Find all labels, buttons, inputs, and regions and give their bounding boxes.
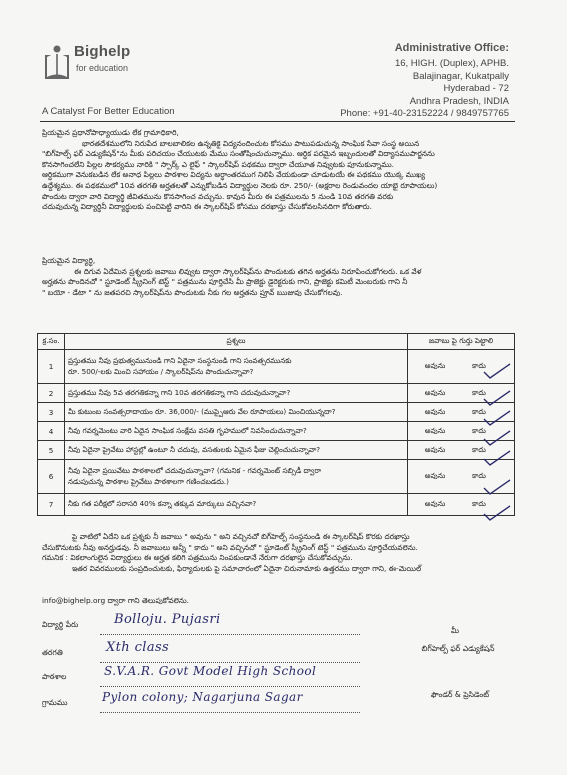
yes-option[interactable]: అవును <box>424 406 446 416</box>
col-header-number: క్ర.సం. <box>38 334 65 350</box>
school-label: పాఠశాల <box>42 672 67 681</box>
row-number: 3 <box>38 403 65 422</box>
col-header-questions: ప్రశ్నలు <box>65 334 408 350</box>
tick-icon <box>484 480 510 494</box>
text-line: గమనిక : వికలాంగులైన విద్యార్థులు ఈ అర్హత కలిగి పత్రమును నింపకుండానే నేరుగా దరఖాస్తు చేసుకోవచ్చును. <box>42 553 353 563</box>
row-number: 5 <box>38 441 65 460</box>
table-row <box>38 350 515 384</box>
question-text: నీవు గవర్నమెంటు వారి ఏదైన సాంఘిక సంక్షేమ వసతి గృహములో నివసించుచున్నావా? <box>68 425 307 435</box>
text-line: పొందుట ద్వారా వారి విద్యార్థి జీవితమును కొనసాగించ వచ్చును. కావున మీరు ఈ పత్రములను 5 నుండి 10వ తరగతి వరకు <box>42 191 394 201</box>
text-line: ఉద్దేశ్యము. ఈ పథకములో 10వ తరగతి అర్హతలతో ఎన్నుకోబడిన విద్యార్థుల నెలకు రూ. 250/- (అక్షరాల రెండువందల యాభై రూపాయలు) <box>42 180 438 190</box>
screening-table <box>37 333 515 516</box>
tagline: A Catalyst For Better Education <box>42 106 175 117</box>
yes-option[interactable]: అవును <box>424 425 446 435</box>
text-line: చేసుకొనుటకు నీవు అనర్హుడవు. నీ జవాబులు అన్నీ " కాదు " అని వచ్చినచో " స్టూడెంట్ స్క్రీనింగ్ టెస్ట్ " పత్రమును పూర్తిచేయవలెను. <box>42 542 418 552</box>
no-option[interactable]: కాదు <box>472 444 486 454</box>
question-cell <box>65 441 408 460</box>
yes-option[interactable]: అవును <box>424 387 446 397</box>
col-header-answer: జవాబు పై గుర్తు పెట్టాలి <box>408 334 515 350</box>
office-line: Balajinagar, Kukatpally <box>412 70 509 82</box>
question-text: నీకు గత పరీక్షలో సరాసరి 40% కన్నా తక్కువ మార్కులు వచ్చినవా? <box>68 499 257 508</box>
signature-role: ఫౌండర్ & ప్రెసిడెంట్ <box>430 690 490 699</box>
tick-icon <box>484 411 510 425</box>
intro-paragraph <box>42 128 512 213</box>
table-row <box>38 403 515 422</box>
school-field[interactable]: S.V.A.R. Govt Model High School <box>104 664 317 678</box>
yes-option[interactable]: అవును <box>424 444 446 454</box>
text-line: "బిగ్‌హెల్ప్ ఫర్ ఎడ్యుకేషన్"ను మీకు పరిచయం చేయుటకు మేము సంతోషించుచున్నాము. ఆర్థిక పరమైన ఇబ్బందులతో విద్యాసముపార్జనను <box>42 149 435 159</box>
tick-icon <box>484 391 510 405</box>
question-text: ప్రస్తుతము నీవు 5వ తరగతికన్నా గాని 10వ తరగతికన్నా గాని చదువుచున్నావా? <box>68 387 291 397</box>
yes-option[interactable]: అవును <box>424 361 446 370</box>
class-underline <box>100 662 360 663</box>
question-text: మీ కుటుంబ సంవత్సరాదాయం రూ. 36,000/- (ముప్పైఆరు వేల రూపాయలు) మించియున్నదా? <box>68 406 336 416</box>
table-row <box>38 494 515 516</box>
table-row <box>38 441 515 460</box>
text-line: ఇతర వివరములకు సంప్రదించుటకు, ఫిర్యాదులకు పై సమాచారంలో ఏదైనా చిరునామాకు ఉత్తరము ద్వారా గాని, ఈ-మెయిల్ <box>72 563 422 573</box>
question-text: ప్రస్తుతము నీవు ప్రభుత్వమునుండి గాని ఏదైనా సంస్థనుండి గాని సంవత్సరమునకు <box>68 355 292 365</box>
signature-prefix: మీ <box>450 626 460 635</box>
tick-icon <box>484 506 510 520</box>
text-line: అర్హతను పొందినచో " స్టూడెంట్ స్క్రీనింగ్ టెస్ట్ " పత్రమును పూర్తిచేసి మీ ప్రాజెక్టు డైరెక్టరుకు గాని, ప్రాజెక్టు కమిటీ మెంబరుకు గాని నీ <box>42 277 408 287</box>
yes-option[interactable]: అవును <box>424 471 446 480</box>
text-line: " బయో - డేటా " ను జతపరచి స్కాలర్‌షిప్‌ను పొందుటకు నీకు గల అర్హతను ప్రూవ్ ఋజువు చేసుకోగలవు. <box>42 287 343 297</box>
question-cell <box>65 494 408 516</box>
question-text: నీవు ఏదైనా ప్రైవేటు హాస్టల్లో ఉంటూ నీ చదువు, వసతులకు ఏమైన ఫీజు చెల్లించుచున్నావా? <box>68 444 321 454</box>
email-line: info@bighelp.org ద్వారా గాని తెలుపుకోవలెను. <box>42 596 189 605</box>
no-option[interactable]: కాదు <box>472 425 486 435</box>
tick-icon <box>484 364 510 378</box>
text-line: భారతదేశములోని నిరుపేద బాలబాలికల ఉన్నతికై విద్యనందించుట కోసము పాటుపడుచున్న సాంఘిక సేవా సంస్థ అయిన <box>82 138 420 148</box>
school-underline <box>100 686 360 687</box>
table-row <box>38 460 515 494</box>
office-line: Hyderabad - 72 <box>443 83 509 94</box>
signature-org: బిగ్‌హెల్ప్ ఫర్ ఎడ్యుకేషన్ <box>421 644 495 653</box>
salutation: ప్రియమైన ప్రధానోపాధ్యాయుడు లేక గ్రామాధికారి, <box>42 128 179 137</box>
question-cell <box>65 422 408 441</box>
no-option[interactable]: కాదు <box>472 406 486 416</box>
question-text: నీవు ఏదైనా ప్రయివేటు పాఠశాలలో చదువుచున్నావా? (గమనిక - గవర్నమెంట్ సబ్సిడీ ద్వారా <box>68 465 322 475</box>
no-option[interactable]: కాదు <box>472 387 486 397</box>
instructions-paragraph <box>42 532 512 574</box>
row-number: 4 <box>38 422 65 441</box>
village-field[interactable]: Pylon colony; Nagarjuna Sagar <box>102 690 303 704</box>
yes-option[interactable]: అవును <box>424 499 446 508</box>
question-text: రూ. 500/-లకు మించి సహాయం / స్కాలర్‌షిప్‌ను పొందుచున్నావా? <box>68 366 254 376</box>
name-underline <box>100 634 360 635</box>
row-number: 2 <box>38 384 65 403</box>
name-field[interactable]: Bolloju. Pujasri <box>114 612 221 627</box>
header-divider <box>40 121 515 122</box>
village-label: గ్రామము <box>42 698 68 707</box>
tick-icon <box>484 451 510 465</box>
table-row <box>38 422 515 441</box>
text-line: ఆర్థికముగా వెనుకబడిన లేక అనాధ పిల్లలు పాఠశాల విద్యను అర్థాంతరముగ నిలిపి వేయకుండా చూడుటయే ఈ పథకము యొక్క ముఖ్య <box>42 170 426 180</box>
question-text: నడుపుచున్న పాఠశాల ప్రైవేటు పాఠశాలగా గణించబడదు.) <box>68 476 229 486</box>
question-cell <box>65 460 408 494</box>
office-phone: Phone: +91-40-23152224 / 9849757765 <box>340 108 509 119</box>
name-label: విద్యార్థి పేరు <box>42 620 79 629</box>
office-line: Andhra Pradesh, INDIA <box>409 95 509 107</box>
no-option[interactable]: కాదు <box>472 471 486 480</box>
handwritten-ticks <box>480 346 520 526</box>
office-title: Administrative Office: <box>394 42 509 54</box>
table-row <box>38 384 515 403</box>
office-address <box>340 42 509 121</box>
class-label: తరగతి <box>42 648 63 657</box>
brand-subtitle: for education <box>76 63 129 73</box>
table-header-row <box>38 334 515 350</box>
row-number: 6 <box>38 460 65 494</box>
row-number: 1 <box>38 350 65 384</box>
office-line: 16, HIGH. (Duplex), APHB. <box>394 58 509 69</box>
question-cell <box>65 350 408 384</box>
question-cell <box>65 384 408 403</box>
village-underline <box>100 712 360 713</box>
no-option[interactable]: కాదు <box>472 361 486 370</box>
no-option[interactable]: కాదు <box>472 499 486 508</box>
text-line: ఈ దిగువ ఏదేమిన ప్రశ్నలకు జవాబు లివ్వుట ద్వారా స్కాలర్‌షిప్‌ను పొందుటకు తగిన అర్హతను నిరూపించుకోగలరు. ఒక వేళ <box>74 266 422 276</box>
text-line: కొనసాగించలేని పిల్లల సౌకర్యము నారికి " స్పార్క్ ఎ లైఫ్ " స్కాలర్‌షిప్ పథకము ద్వారా చేయూత నివ్వుటకు పూనుకున్నాము. <box>42 159 394 169</box>
book-logo-icon <box>42 45 72 81</box>
text-line: పై వాటిలో ఏదేని ఒక ప్రశ్నకు నీ జవాబు " అవును " అని వచ్చినచో బిగ్‌హెల్ప్ సంస్థనుండి ఈ స్కాలర్‌షిప్ కొరకు దరఖాస్తు <box>72 532 410 541</box>
class-field[interactable]: Xth class <box>106 640 170 655</box>
salutation: ప్రియమైన విద్యార్థి, <box>42 256 96 265</box>
row-number: 7 <box>38 494 65 516</box>
student-paragraph <box>42 256 512 298</box>
question-cell <box>65 403 408 422</box>
tick-icon <box>484 431 510 445</box>
text-line: చదువుచున్న విద్యార్థినీ విద్యార్థులకు పంచిపెట్టి వారిని ఈ స్కాలర్‌షిప్ కోసము దరఖాస్తు చేసుకోవలసినదిగా కోరుతారు. <box>42 202 372 212</box>
brand-name: Bighelp <box>74 43 131 60</box>
